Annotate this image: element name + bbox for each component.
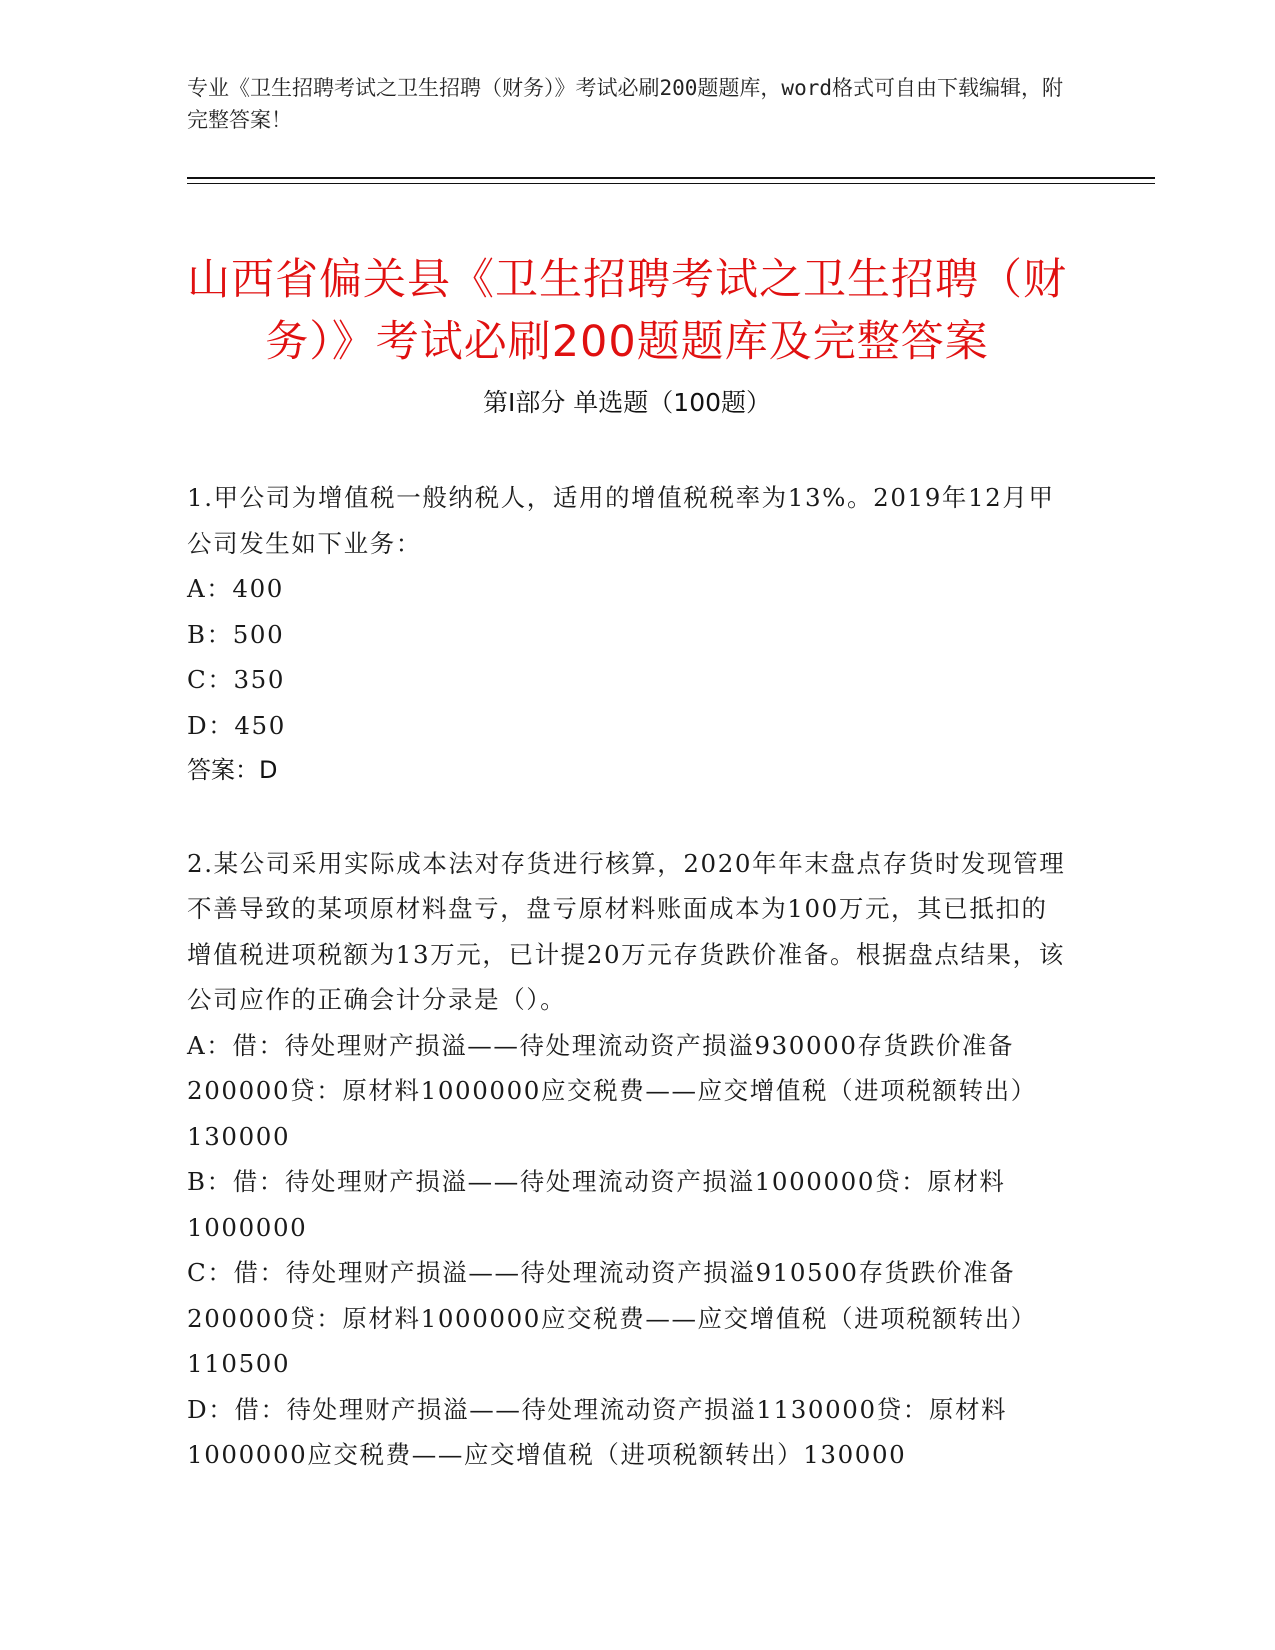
header-divider-thick (187, 177, 1155, 179)
option-b: B：借：待处理财产损溢——待处理流动资产损溢1000000贷：原材料1000000 (187, 1167, 1006, 1242)
question-2 (187, 841, 1067, 1478)
question-1 (187, 475, 1067, 794)
document-title: 山西省偏关县《卫生招聘考试之卫生招聘（财务）》考试必刷200题题库及完整答案 (187, 254, 1067, 367)
option-d: D：450 (187, 710, 286, 740)
option-a: A：400 (187, 574, 284, 603)
question-stem: 2.某公司采用实际成本法对存货进行核算，2020年年末盘点存货时发现管理不善导致的某项原材料盘亏，盘亏原材料账面成本为100万元，其已抵扣的增值税进项税额为13万元，已计提20万元存货跌价准备。根据盘点结果，该公司应作的正确会计分录是（）。 (187, 848, 1066, 1014)
option-a: A：借：待处理财产损溢——待处理流动资产损溢930000存货跌价准备200000贷：原材料1000000应交税费——应交增值税（进项税额转出）130000 (187, 1030, 1037, 1151)
option-b: B：500 (187, 619, 285, 649)
answer: 答案：D (187, 756, 278, 784)
header-divider-thin (187, 183, 1155, 184)
option-c: C：350 (187, 665, 286, 694)
option-d: D：借：待处理财产损溢——待处理流动资产损溢1130000贷：原材料1000000应交税费——应交增值税（进项税额转出）130000 (187, 1394, 1008, 1469)
question-stem: 1.甲公司为增值税一般纳税人，适用的增值税税率为13%。2019年12月甲公司发生如下业务： (187, 483, 1055, 558)
question-list (187, 475, 1067, 1525)
section-title: 第Ⅰ部分 单选题（100题） (482, 388, 772, 417)
option-c: C：借：待处理财产损溢——待处理流动资产损溢910500存货跌价准备200000贷：原材料1000000应交税费——应交增值税（进项税额转出）110500 (187, 1258, 1037, 1378)
header-note: 专业《卫生招聘考试之卫生招聘（财务）》考试必刷200题题库，word格式可自由下载编辑，附完整答案！ (187, 76, 1063, 132)
